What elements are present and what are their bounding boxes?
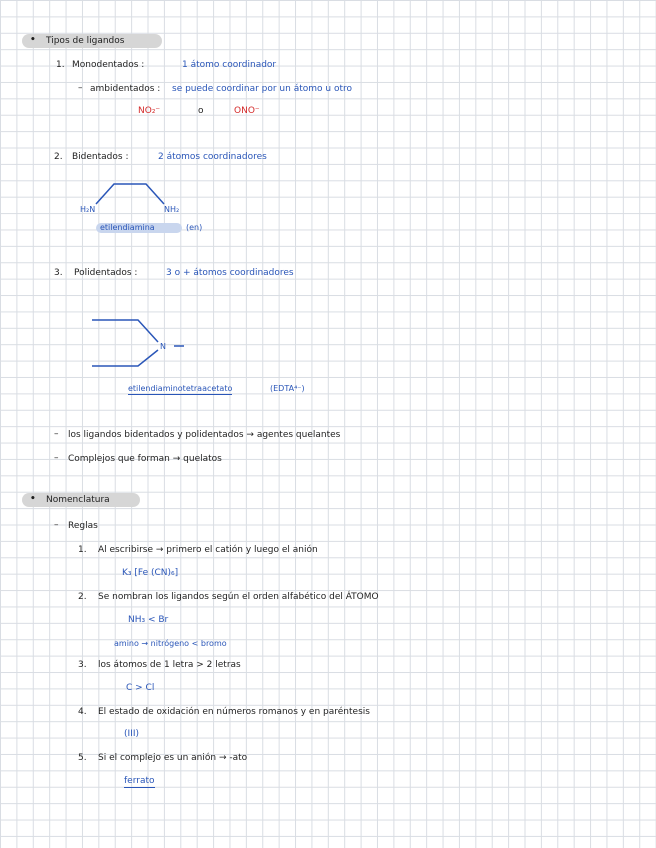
rule-example-detail: amino → nitrógeno < bromo [114, 639, 227, 648]
list-number: 2. [54, 152, 63, 162]
ligand-name: etilendiamina [100, 223, 155, 232]
ligand-type-label: Polidentados : [74, 268, 138, 278]
subsection-title: Reglas [68, 521, 98, 531]
rule-example: (III) [124, 729, 139, 739]
example-formula: NO₂⁻ [138, 106, 161, 116]
ligand-type-description: 1 átomo coordinador [182, 60, 277, 70]
ligand-name: etilendiaminotetraacetato [128, 384, 233, 393]
section-title: Tipos de ligandos [46, 36, 125, 46]
ligand-type-label: Monodentados : [72, 60, 145, 70]
rule-text: los átomos de 1 letra > 2 letras [98, 660, 241, 670]
rule-number: 1. [78, 545, 87, 555]
rule-number: 3. [78, 660, 87, 670]
section-bullet: • [30, 35, 36, 45]
rule-example: C > Cl [126, 683, 155, 693]
rule-example: NH₃ < Br [128, 615, 169, 625]
list-number: 3. [54, 268, 63, 278]
rule-number: 5. [78, 753, 87, 763]
subtype-description: se puede coordinar por un átomo u otro [172, 84, 352, 94]
rule-example: K₃ [Fe (CN)₆] [122, 568, 179, 578]
structure-atom: N [160, 342, 166, 351]
ligand-type-label: Bidentados : [72, 152, 129, 162]
rule-text: Si el complejo es un anión → -ato [98, 753, 248, 763]
note-dash: – [54, 429, 59, 439]
structure-atom: NH₂ [164, 205, 180, 214]
ligand-type-description: 2 átomos coordinadores [158, 152, 267, 162]
example-connector: o [198, 106, 204, 116]
ligand-type-description: 3 o + átomos coordinadores [166, 268, 294, 278]
list-number: 1. [56, 60, 65, 70]
rule-example: ferrato [124, 776, 155, 786]
note-text: Complejos que forman → quelatos [68, 454, 222, 464]
ligand-abbreviation: (EDTA⁴⁻) [270, 384, 305, 393]
subtype-label: ambidentados : [90, 84, 161, 94]
rule-text: Al escribirse → primero el catión y luego el anión [98, 545, 318, 555]
example-formula: ONO⁻ [234, 106, 260, 116]
rule-number: 2. [78, 592, 87, 602]
rule-text: Se nombran los ligandos según el orden alfabético del ÁTOMO [98, 592, 379, 602]
rule-text: El estado de oxidación en números romanos y en paréntesis [98, 707, 370, 717]
section-bullet: • [30, 494, 36, 504]
ligand-abbreviation: (en) [186, 223, 203, 232]
section-title: Nomenclatura [46, 495, 110, 505]
sub-dash: – [54, 520, 59, 530]
rule-number: 4. [78, 707, 87, 717]
sub-dash: – [78, 83, 83, 93]
note-dash: – [54, 453, 59, 463]
note-text: los ligandos bidentados y polidentados → agentes quelantes [68, 430, 341, 440]
structure-atom: H₂N [80, 205, 96, 214]
